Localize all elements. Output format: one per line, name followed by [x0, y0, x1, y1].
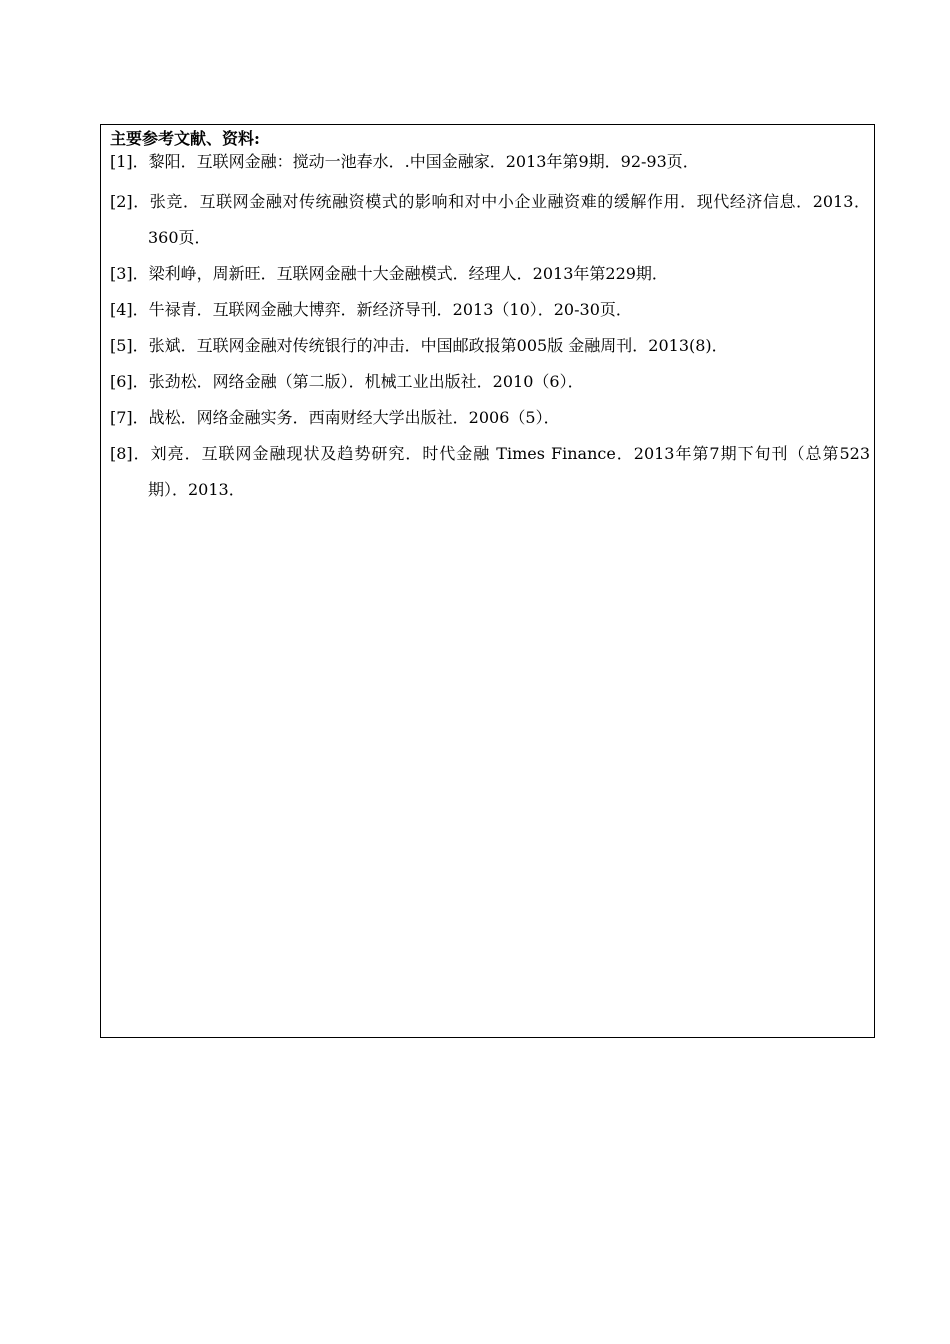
references-box: [100, 124, 875, 1038]
reference-item-4: [4]．牛禄青．互联网金融大博弈．新经济导刊．2013（10）．20-30页．: [110, 300, 632, 319]
reference-item-8: [8]．刘亮．互联网金融现状及趋势研究．时代金融 Times Finance．2013年第7期下旬刊（总第523期）．2013．: [110, 444, 870, 499]
reference-item-7: [7]．战松．网络金融实务．西南财经大学出版社．2006（5）．: [110, 408, 560, 427]
reference-item-2: [2]．张竞．互联网金融对传统融资模式的影响和对中小企业融资难的缓解作用．现代经济信息．2013．360页．: [110, 192, 870, 247]
reference-item-3: [3]．梁利峥，周新旺．互联网金融十大金融模式．经理人．2013年第229期．: [110, 264, 668, 283]
references-heading: 主要参考文献、资料:: [110, 129, 260, 148]
reference-item-6: [6]．张劲松．网络金融（第二版）．机械工业出版社．2010（6）．: [110, 372, 584, 391]
reference-item-1: [1]．黎阳．互联网金融：搅动一池春水．.中国金融家．2013年第9期．92-93页．: [110, 152, 699, 171]
reference-item-5: [5]．张斌．互联网金融对传统银行的冲击．中国邮政报第005版 金融周刊．2013(8)．: [110, 336, 728, 355]
reference-list: [110, 150, 870, 508]
